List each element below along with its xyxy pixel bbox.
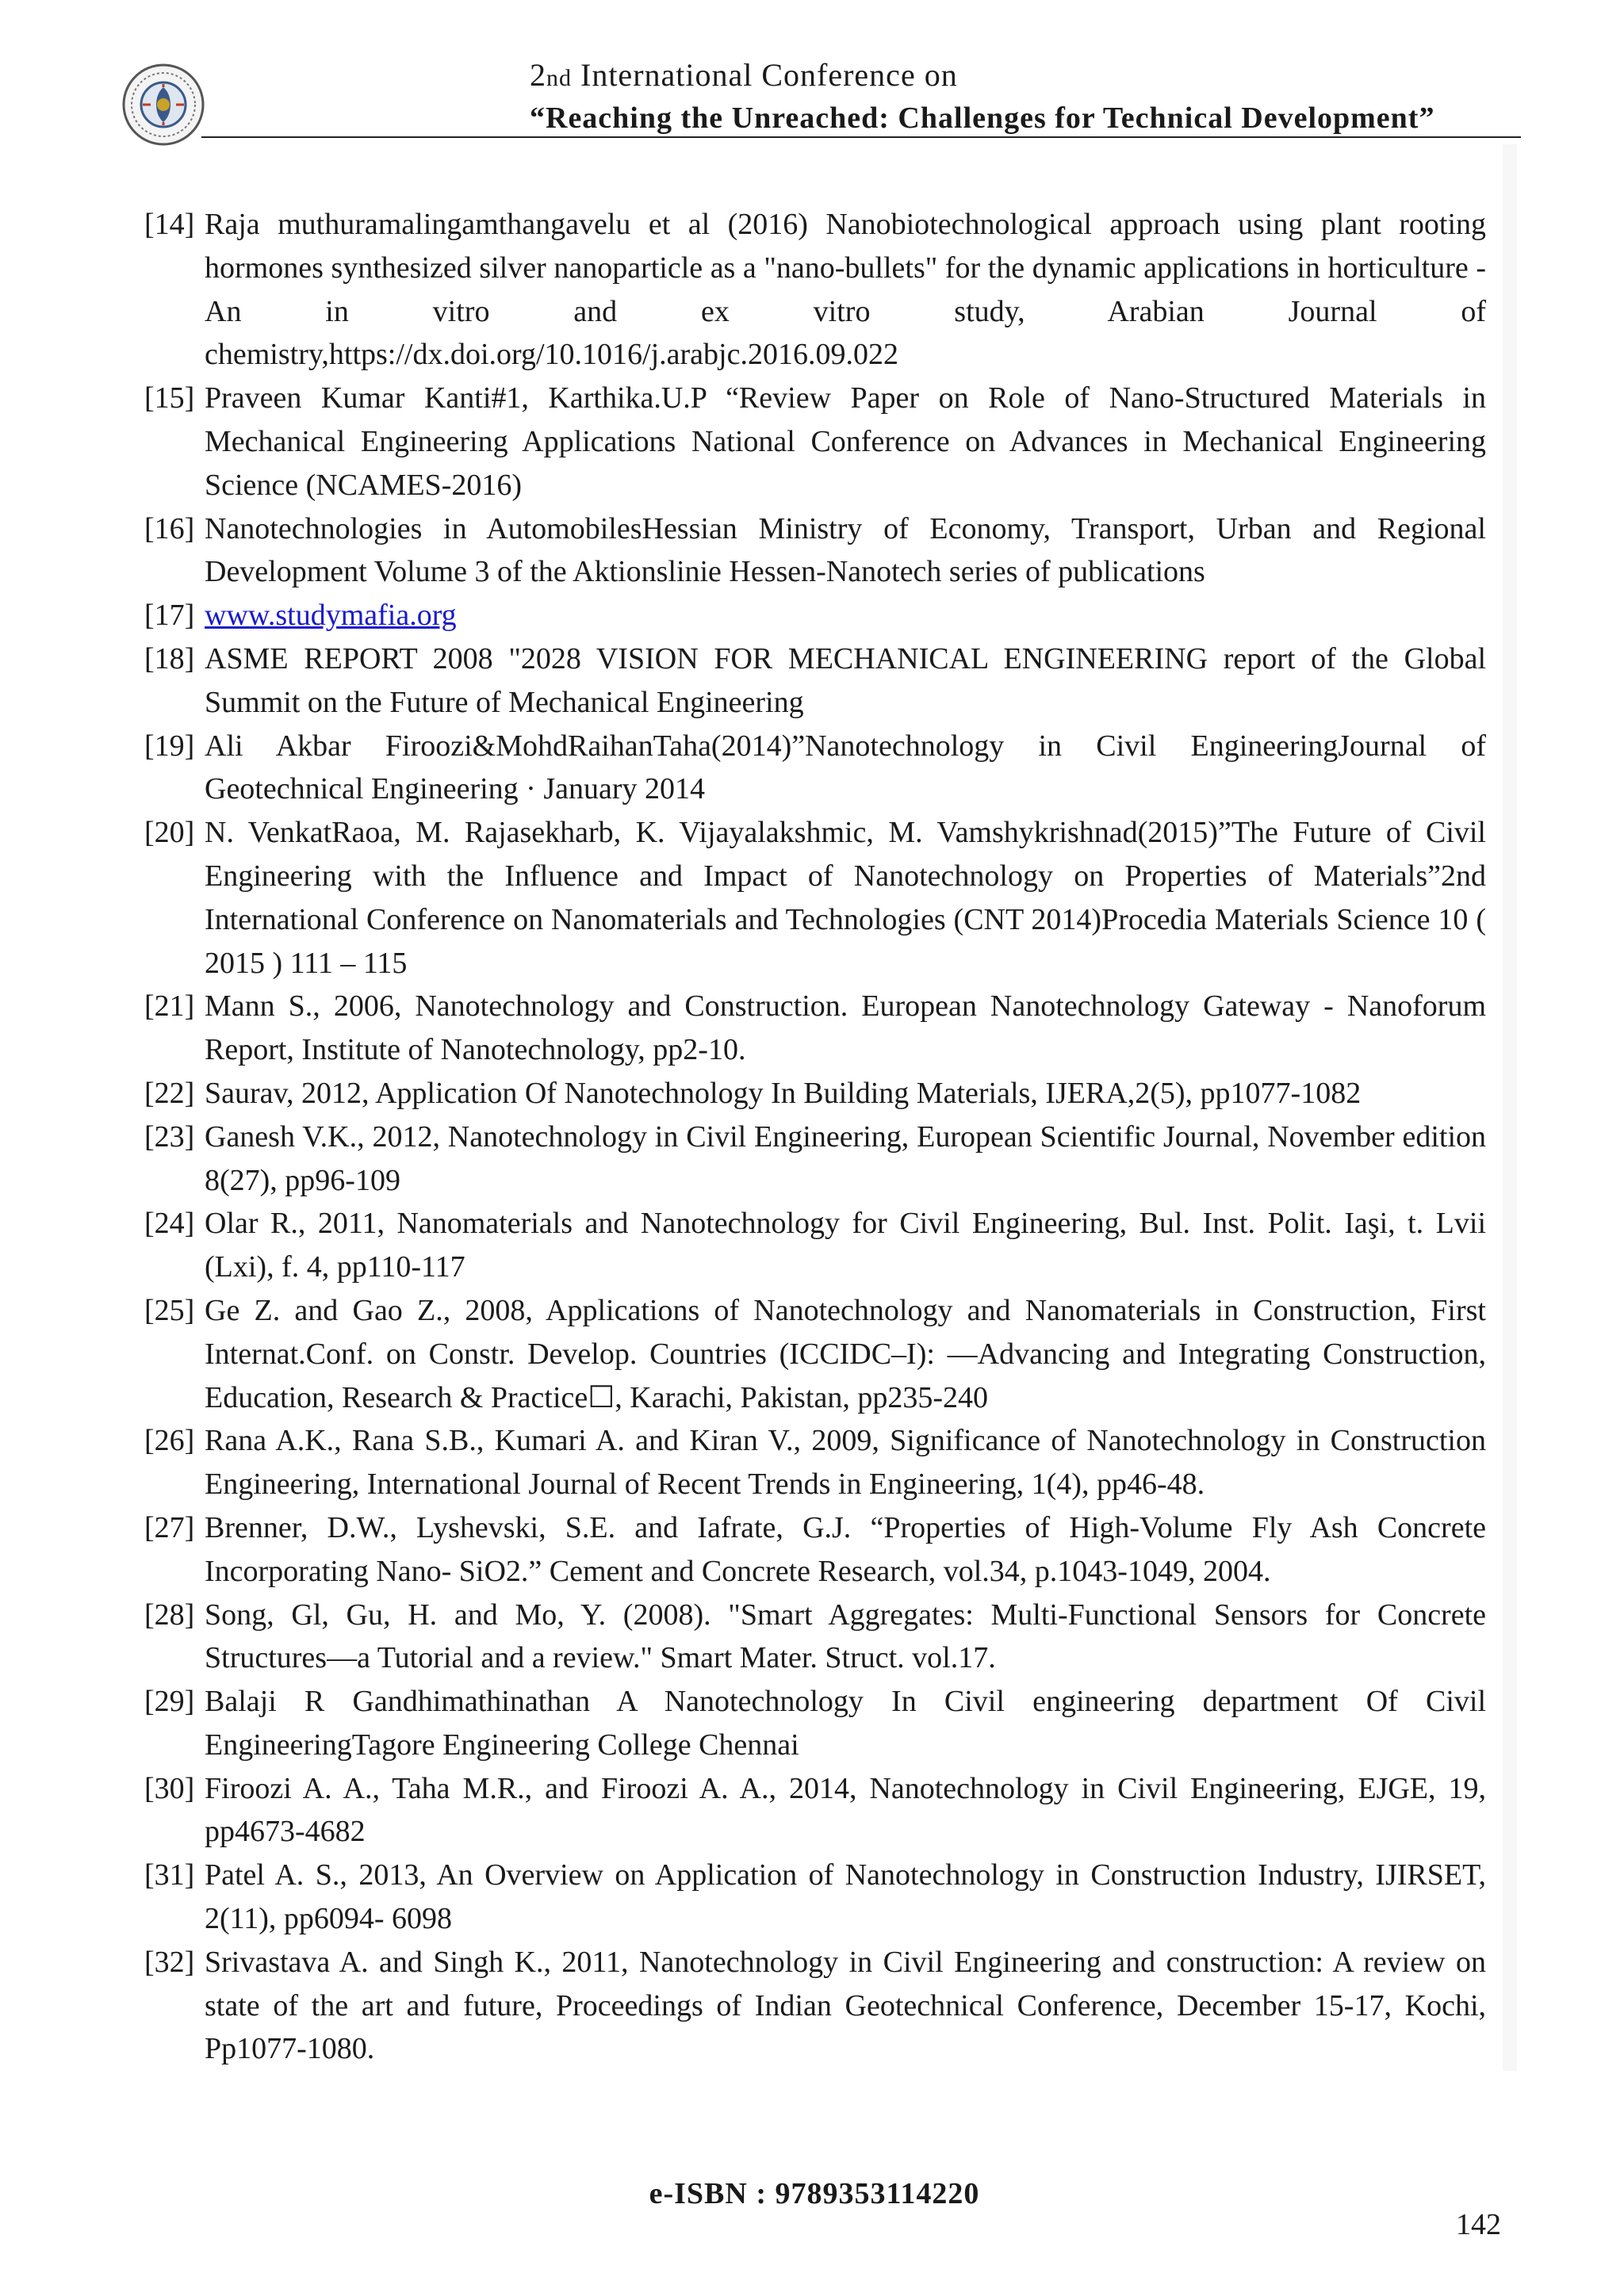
reference-text: Patel A. S., 2013, An Overview on Application of Nanotechnology in Construction Industry, IJIRSET, 2(11), pp6094- 6098 (205, 1858, 1486, 1936)
reference-text: Rana A.K., Rana S.B., Kumari A. and Kiran V., 2009, Significance of Nanotechnology in Construction Engineering, International Journal of Recent Trends in Engineering, 1(4), pp46-48. (205, 1424, 1486, 1502)
reference-number: [28] (144, 1598, 195, 1632)
conference-title-line (530, 55, 1521, 98)
reference-item-16 (144, 507, 1486, 595)
reference-number: [22] (144, 1076, 195, 1110)
isbn-footer: e-ISBN : 9789353114220 (649, 2177, 980, 2210)
reference-item-15 (144, 377, 1486, 507)
reference-text: Ge Z. and Gao Z., 2008, Applications of Nanotechnology and Nanomaterials in Construction, First Internat.Conf. on Constr. Develop. Countries (ICCIDC–I): ―Advancing and Integrating Construction, Education, Research & Practice☐, Karachi, Pakistan, pp235-240 (205, 1293, 1486, 1414)
reference-list (144, 203, 1486, 2071)
reference-link[interactable]: www.studymafia.org (205, 599, 457, 633)
reference-item-18 (144, 637, 1486, 725)
reference-text: Saurav, 2012, Application Of Nanotechnology In Building Materials, IJERA,2(5), pp1077-1082 (205, 1076, 1362, 1110)
reference-text: Srivastava A. and Singh K., 2011, Nanotechnology in Civil Engineering and construction: A review on state of the art and future, Proceedings of Indian Geotechnical Conference, December 15-17, Kochi, Pp1077-1080. (205, 1945, 1486, 2066)
reference-number: [23] (144, 1119, 195, 1154)
reference-number: [31] (144, 1858, 195, 1892)
reference-number: [18] (144, 641, 195, 675)
reference-item-19 (144, 725, 1486, 812)
reference-text: Raja muthuramalingamthangavelu et al (2016) Nanobiotechnological approach using plant rooting hormones synthesized silver nanoparticle as a "nano-bullets" for the dynamic applications in horticulture -An in vitro and ex vitro study, Arabian Journal of chemistry,https://dx.doi.org/10.1016/j.arabjc.2016.09.022 (205, 208, 1486, 372)
reference-item-32 (144, 1941, 1486, 2071)
reference-number: [26] (144, 1424, 195, 1458)
reference-item-29 (144, 1680, 1486, 1767)
conference-header-text (530, 55, 1521, 138)
page-number: 142 (1456, 2208, 1501, 2241)
reference-number: [24] (144, 1207, 195, 1241)
reference-item-21 (144, 985, 1486, 1072)
header-divider (201, 136, 1521, 138)
reference-item-25 (144, 1289, 1486, 1419)
reference-text: Song, Gl, Gu, H. and Mo, Y. (2008). "Smart Aggregates: Multi-Functional Sensors for Concrete Structures—a Tutorial and a review." Smart Mater. Struct. vol.17. (205, 1598, 1486, 1675)
reference-item-22 (144, 1072, 1486, 1115)
reference-item-26 (144, 1419, 1486, 1506)
reference-number: [25] (144, 1293, 195, 1327)
conference-ordinal-number: 2 (530, 57, 546, 93)
reference-item-23 (144, 1115, 1486, 1203)
reference-number: [29] (144, 1685, 195, 1719)
reference-item-27 (144, 1506, 1486, 1594)
reference-number: [30] (144, 1771, 195, 1805)
reference-text: Firoozi A. A., Taha M.R., and Firoozi A. A., 2014, Nanotechnology in Civil Engineering, EJGE, 19, pp4673-4682 (205, 1771, 1486, 1849)
reference-number: [20] (144, 816, 195, 850)
reference-number: [32] (144, 1945, 195, 1979)
conference-ordinal-suffix: nd (546, 65, 572, 91)
reference-text: N. VenkatRaoa, M. Rajasekharb, K. Vijayalakshmic, M. Vamshykrishnad(2015)”The Future of Civil Engineering with the Influence and Impact of Nanotechnology on Properties of Materials”2nd International Conference on Nanomaterials and Technologies (CNT 2014)Procedia Materials Science 10 ( 2015 ) 111 – 115 (205, 816, 1486, 980)
reference-text: Praveen Kumar Kanti#1, Karthika.U.P “Review Paper on Role of Nano-Structured Materials in Mechanical Engineering Applications National Conference on Advances in Mechanical Engineering Science (NCAMES-2016) (205, 381, 1486, 502)
reference-text: Nanotechnologies in AutomobilesHessian Ministry of Economy, Transport, Urban and Regional Development Volume 3 of the Aktionslinie Hessen-Nanotech series of publications (205, 511, 1486, 589)
page-header (0, 0, 1624, 143)
reference-item-17 (144, 594, 1486, 637)
reference-number: [17] (144, 599, 195, 633)
reference-item-20 (144, 811, 1486, 985)
reference-number: [16] (144, 511, 195, 545)
reference-item-14 (144, 203, 1486, 377)
reference-text: Ganesh V.K., 2012, Nanotechnology in Civil Engineering, European Scientific Journal, November edition 8(27), pp96-109 (205, 1119, 1486, 1197)
reference-number: [15] (144, 381, 195, 415)
reference-number: [19] (144, 729, 195, 763)
reference-text: Mann S., 2006, Nanotechnology and Construction. European Nanotechnology Gateway - Nanoforum Report, Institute of Nanotechnology, pp2-10. (205, 989, 1486, 1067)
reference-text: ASME REPORT 2008 "2028 VISION FOR MECHANICAL ENGINEERING report of the Global Summit on the Future of Mechanical Engineering (205, 641, 1486, 719)
reference-item-28 (144, 1594, 1486, 1681)
conference-theme: “Reaching the Unreached: Challenges for Technical Development” (530, 101, 1435, 135)
reference-number: [14] (144, 208, 195, 241)
reference-text: Balaji R Gandhimathinathan A Nanotechnology In Civil engineering department Of Civil EngineeringTagore Engineering College Chennai (205, 1685, 1486, 1762)
reference-text: Brenner, D.W., Lyshevski, S.E. and Iafrate, G.J. “Properties of High-Volume Fly Ash Concrete Incorporating Nano- SiO2.” Cement and Concrete Research, vol.34, p.1043-1049, 2004. (205, 1510, 1486, 1588)
conference-title: International Conference on (580, 57, 958, 93)
reference-item-24 (144, 1202, 1486, 1289)
reference-number: [21] (144, 989, 195, 1024)
content-edge-shade (1503, 144, 1517, 2071)
reference-item-31 (144, 1854, 1486, 1941)
reference-number: [27] (144, 1510, 195, 1544)
reference-item-30 (144, 1767, 1486, 1854)
conference-logo (122, 63, 205, 146)
reference-text: Olar R., 2011, Nanomaterials and Nanotechnology for Civil Engineering, Bul. Inst. Polit. Iaşi, t. Lvii (Lxi), f. 4, pp110-117 (205, 1207, 1486, 1284)
reference-text: Ali Akbar Firoozi&MohdRaihanTaha(2014)”Nanotechnology in Civil EngineeringJournal of Geotechnical Engineering · January 2014 (205, 729, 1486, 806)
